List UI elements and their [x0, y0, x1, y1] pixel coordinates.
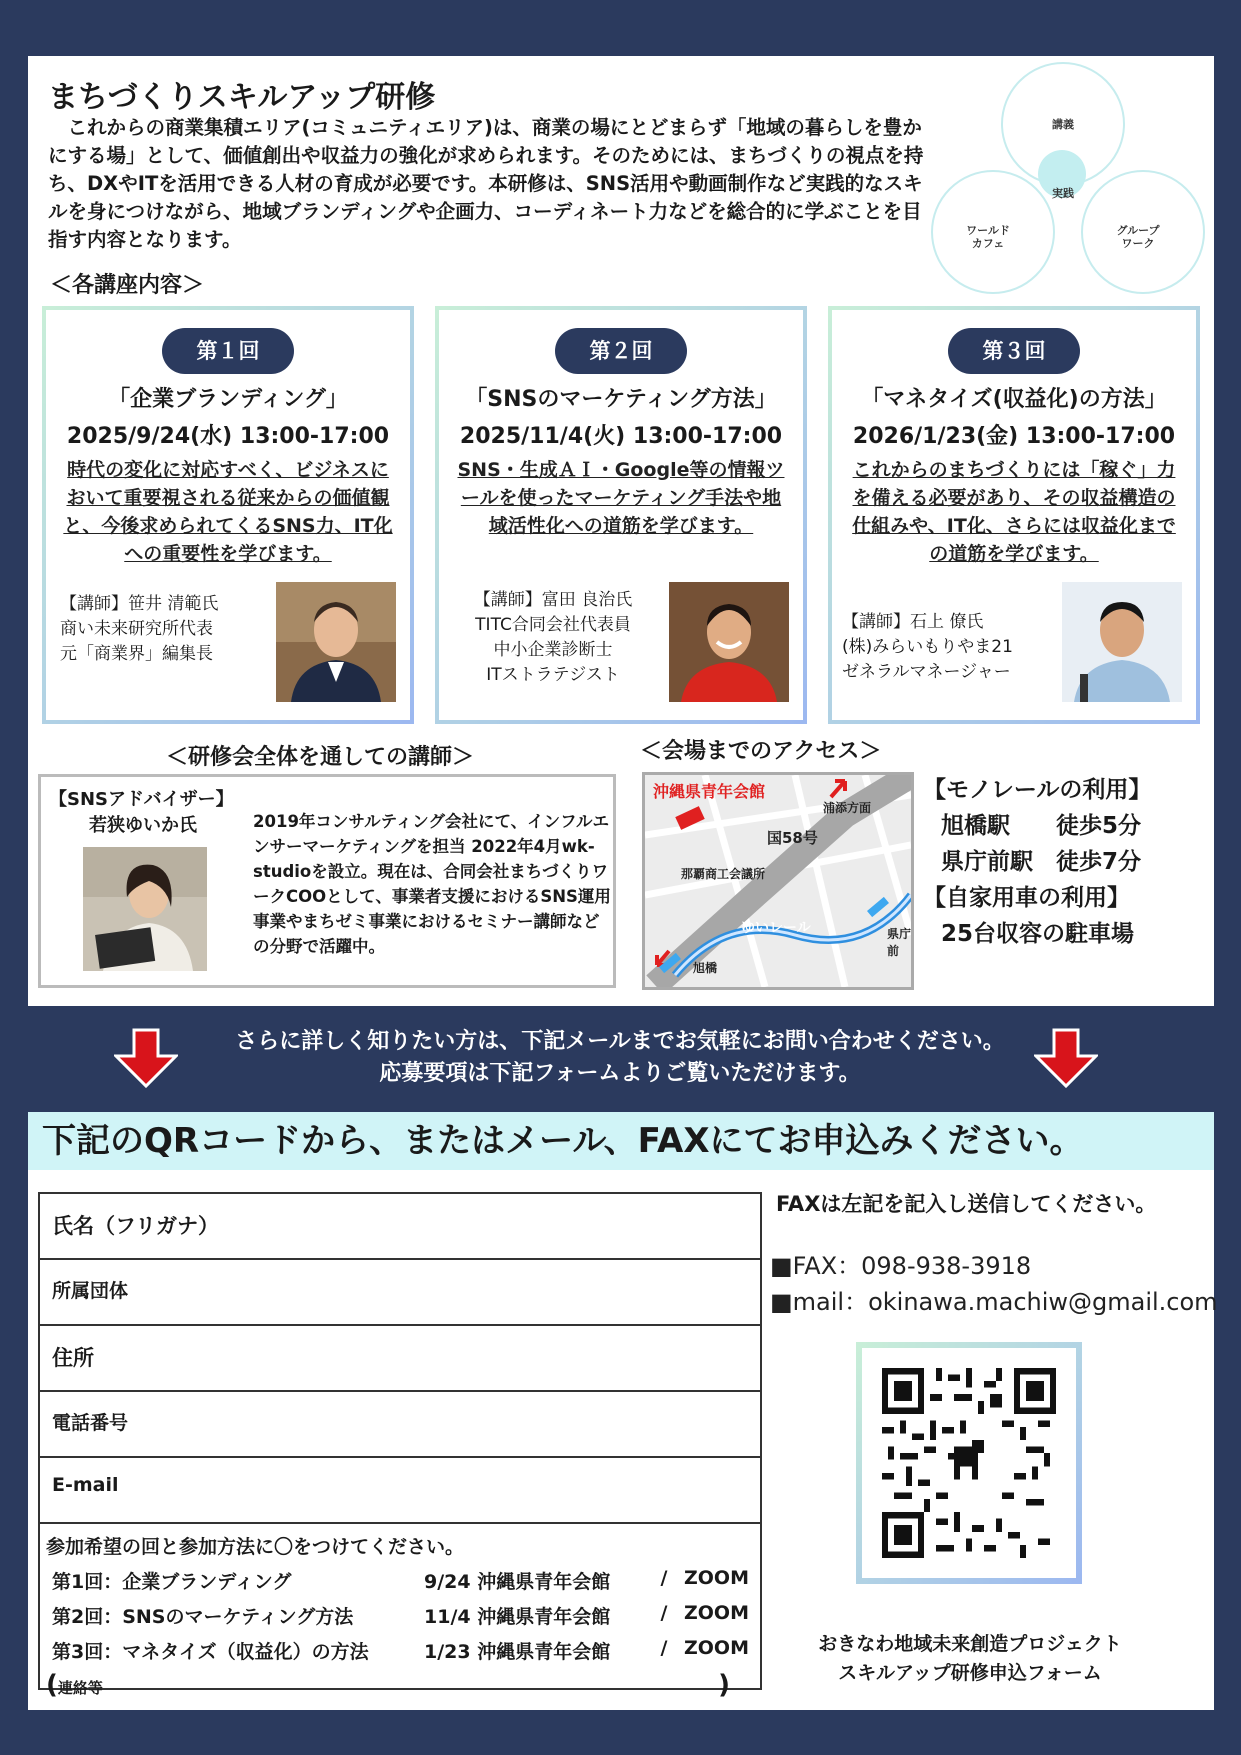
qr-caption-line-2: スキルアップ研修申込フォーム	[838, 1662, 1102, 1684]
page-title: まちづくりスキルアップ研修	[48, 80, 436, 115]
lecturer-line: ゼネラルマネージャー	[842, 662, 1011, 682]
contact-open-paren: (	[46, 1670, 58, 1700]
course-title: 「企業ブランディング」	[108, 387, 348, 412]
application-panel	[28, 1112, 1218, 1710]
form-row-name[interactable]: 氏名（フリガナ）	[40, 1194, 760, 1260]
map-kenchomae-label: 県庁前	[887, 927, 912, 958]
intro-text	[48, 114, 938, 254]
form-row-address[interactable]: 住所	[40, 1326, 760, 1392]
down-arrow-icon	[114, 1028, 178, 1088]
contact-field[interactable]	[46, 1670, 760, 1700]
access-line: 県庁前駅 徒歩7分	[941, 849, 1142, 875]
course-title: 「SNSのマーケティング方法」	[465, 387, 777, 412]
monorail-heading: 【モノレールの利用】	[923, 777, 1152, 803]
course-card-1	[42, 306, 414, 724]
course-card-2	[435, 306, 807, 724]
lecturer-line: 【講師】石上 僚氏	[842, 612, 984, 632]
notice-line-1: さらに詳しく知りたい方は、下記メールまでお気軽にお問い合わせください。	[235, 1029, 1005, 1054]
session-date-venue[interactable]: 11/4 沖縄県青年会館	[424, 1606, 611, 1628]
choices-instruction: 参加希望の回と参加方法に〇をつけてください。	[46, 1536, 465, 1558]
venn-diagram	[928, 62, 1198, 302]
coach-photo	[83, 847, 207, 971]
notice-line-2: 応募要項は下記フォームよりご覧いただけます。	[379, 1061, 861, 1086]
coach-box	[38, 774, 616, 988]
session-date-venue[interactable]: 1/23 沖縄県青年会館	[424, 1641, 611, 1663]
down-arrow-icon	[1034, 1028, 1098, 1088]
separator: /	[660, 1567, 668, 1589]
lecturer-photo	[669, 582, 789, 702]
course-date: 2025/9/24(水) 13:00-17:00	[66, 424, 390, 449]
session-name: 第2回：SNSのマーケティング方法	[52, 1606, 354, 1628]
course-badge: 第２回	[555, 328, 687, 374]
session-choice[interactable]	[46, 1567, 760, 1594]
session-choices	[40, 1524, 760, 1700]
map-yuirail-label: ゆいレール	[741, 920, 811, 936]
session-name: 第3回：マネタイズ（収益化）の方法	[52, 1641, 369, 1663]
qr-frame	[856, 1342, 1082, 1584]
apply-banner: 下記のQRコードから、またはメール、FAXにてお申込みください。	[28, 1112, 1214, 1170]
access-heading: ＜会場までのアクセス＞	[640, 739, 882, 764]
map-venue-label: 沖縄県青年会館	[653, 782, 766, 801]
course-description: 時代の変化に対応すべく、ビジネスにおいて重要視される従来からの価値観と、今後求められてくるSNS力、IT化への重要性を学びます。	[63, 459, 393, 565]
venn-label-practice: 実践	[1052, 187, 1074, 200]
intro-paragraph: これからの商業集積エリア(コミュニティエリア)は、商業の場にとどまらず「地域の暮らしを豊かにする場」として、価値創出や収益力の強化が求められます。そのためには、まちづくりの視点を持ち、DXやITを活用できる人材の育成が必要です。本研修は、SNS活用や動画制作など実践的なスキルを身につけながら、地域ブランディングや企画力、コーディネート力などを総合的に学ぶことを目指す内容となります。	[48, 116, 924, 251]
notice-text	[180, 1026, 1060, 1090]
lecturer-line: ITストラテジスト	[486, 665, 620, 685]
access-line: 25台収容の駐車場	[941, 921, 1135, 947]
session-date-venue[interactable]: 9/24 沖縄県青年会館	[424, 1571, 611, 1593]
session-zoom[interactable]: ZOOM	[684, 1602, 749, 1624]
lecturer-line: 商い未来研究所代表	[60, 619, 213, 639]
course-date: 2025/11/4(火) 13:00-17:00	[459, 424, 783, 449]
form-row-org[interactable]: 所属団体	[40, 1260, 760, 1326]
venn-label-groupwork: グループ ワーク	[1116, 224, 1160, 250]
lecturer-line: 元「商業界」編集長	[60, 644, 213, 664]
application-form	[38, 1192, 762, 1700]
session-choice[interactable]	[46, 1637, 760, 1664]
coach-name: 若狭ゆいか氏	[89, 815, 197, 836]
lecturer-line: 中小企業診断士	[493, 640, 613, 660]
qr-code-icon[interactable]	[882, 1368, 1056, 1558]
session-name: 第1回：企業ブランディング	[52, 1571, 292, 1593]
course-badge: 第３回	[948, 328, 1080, 374]
access-line: 旭橋駅 徒歩5分	[941, 813, 1142, 839]
lecturer-photo	[1062, 582, 1182, 702]
course-card-3	[828, 306, 1200, 724]
map-asahibashi-label: 旭橋	[693, 961, 718, 975]
lecturer-info	[842, 610, 1042, 685]
lecturer-photo	[276, 582, 396, 702]
map-chamber-label: 那覇商工会議所	[681, 867, 766, 881]
coach-bio: 2019年コンサルティング会社にて、インフルエンサーマーケティングを担当 2022年4月wk-studioを設立。現在は、合同会社まちづくりワークCOOとして、事業者支援におけるSNS運用事業やまちゼミ事業におけるセミナー講師などの分野で活躍中。	[253, 812, 611, 956]
course-date: 2026/1/23(金) 13:00-17:00	[852, 424, 1176, 449]
lecturer-info	[453, 588, 653, 688]
coach-heading: ＜研修会全体を通しての講師＞	[166, 745, 475, 770]
course-badge: 第１回	[162, 328, 294, 374]
lecturer-info	[60, 592, 260, 667]
form-row-phone[interactable]: 電話番号	[40, 1392, 760, 1458]
coach-role: 【SNSアドバイザー】	[49, 789, 234, 810]
map-urasoe-label: 浦添方面	[823, 801, 872, 815]
lecturer-line: (株)みらいもりやま21	[842, 637, 1013, 657]
qr-caption	[818, 1630, 1122, 1688]
qr-caption-line-1: おきなわ地域未来創造プロジェクト	[818, 1633, 1122, 1655]
session-choice[interactable]	[46, 1602, 760, 1629]
mail-address[interactable]: ■mail：okinawa.machiw@gmail.com	[770, 1288, 1218, 1316]
car-heading: 【自家用車の利用】	[923, 885, 1130, 911]
lecturer-line: TITC合同会社代表員	[475, 615, 631, 635]
map-route58-label: 国58号	[767, 829, 818, 847]
course-title: 「マネタイズ(収益化)の方法」	[861, 387, 1167, 412]
course-description: SNS・生成ＡＩ・Google等の情報ツールを使ったマーケティング手法や地域活性化への道筋を学びます。	[457, 459, 785, 537]
venn-label-worldcafe: ワールド カフェ	[966, 224, 1010, 250]
contact-label: 連絡等	[57, 1679, 103, 1697]
fax-number: ■FAX：098-938-3918	[770, 1252, 1032, 1280]
access-map	[642, 772, 914, 990]
session-zoom[interactable]: ZOOM	[684, 1567, 749, 1589]
access-info	[923, 772, 1151, 952]
lecturer-line: 【講師】富田 良治氏	[473, 590, 633, 610]
course-description: これからのまちづくりには「稼ぐ」力を備える必要があり、その収益構造の仕組みや、IT化、さらには収益化までの道筋を学びます。	[852, 459, 1176, 565]
fax-note: FAXは左記を記入し送信してください。	[776, 1192, 1157, 1216]
top-panel	[28, 56, 1214, 1006]
contact-close: )	[718, 1670, 730, 1700]
contact-open	[46, 1670, 103, 1700]
separator: /	[660, 1602, 668, 1624]
separator: /	[660, 1637, 668, 1659]
lecturer-line: 【講師】笹井 清範氏	[60, 594, 219, 614]
venn-label-lecture: 講義	[1052, 118, 1074, 131]
form-row-email[interactable]: E-mail	[40, 1458, 760, 1524]
courses-heading: ＜各講座内容＞	[50, 273, 205, 298]
session-zoom[interactable]: ZOOM	[684, 1637, 749, 1659]
